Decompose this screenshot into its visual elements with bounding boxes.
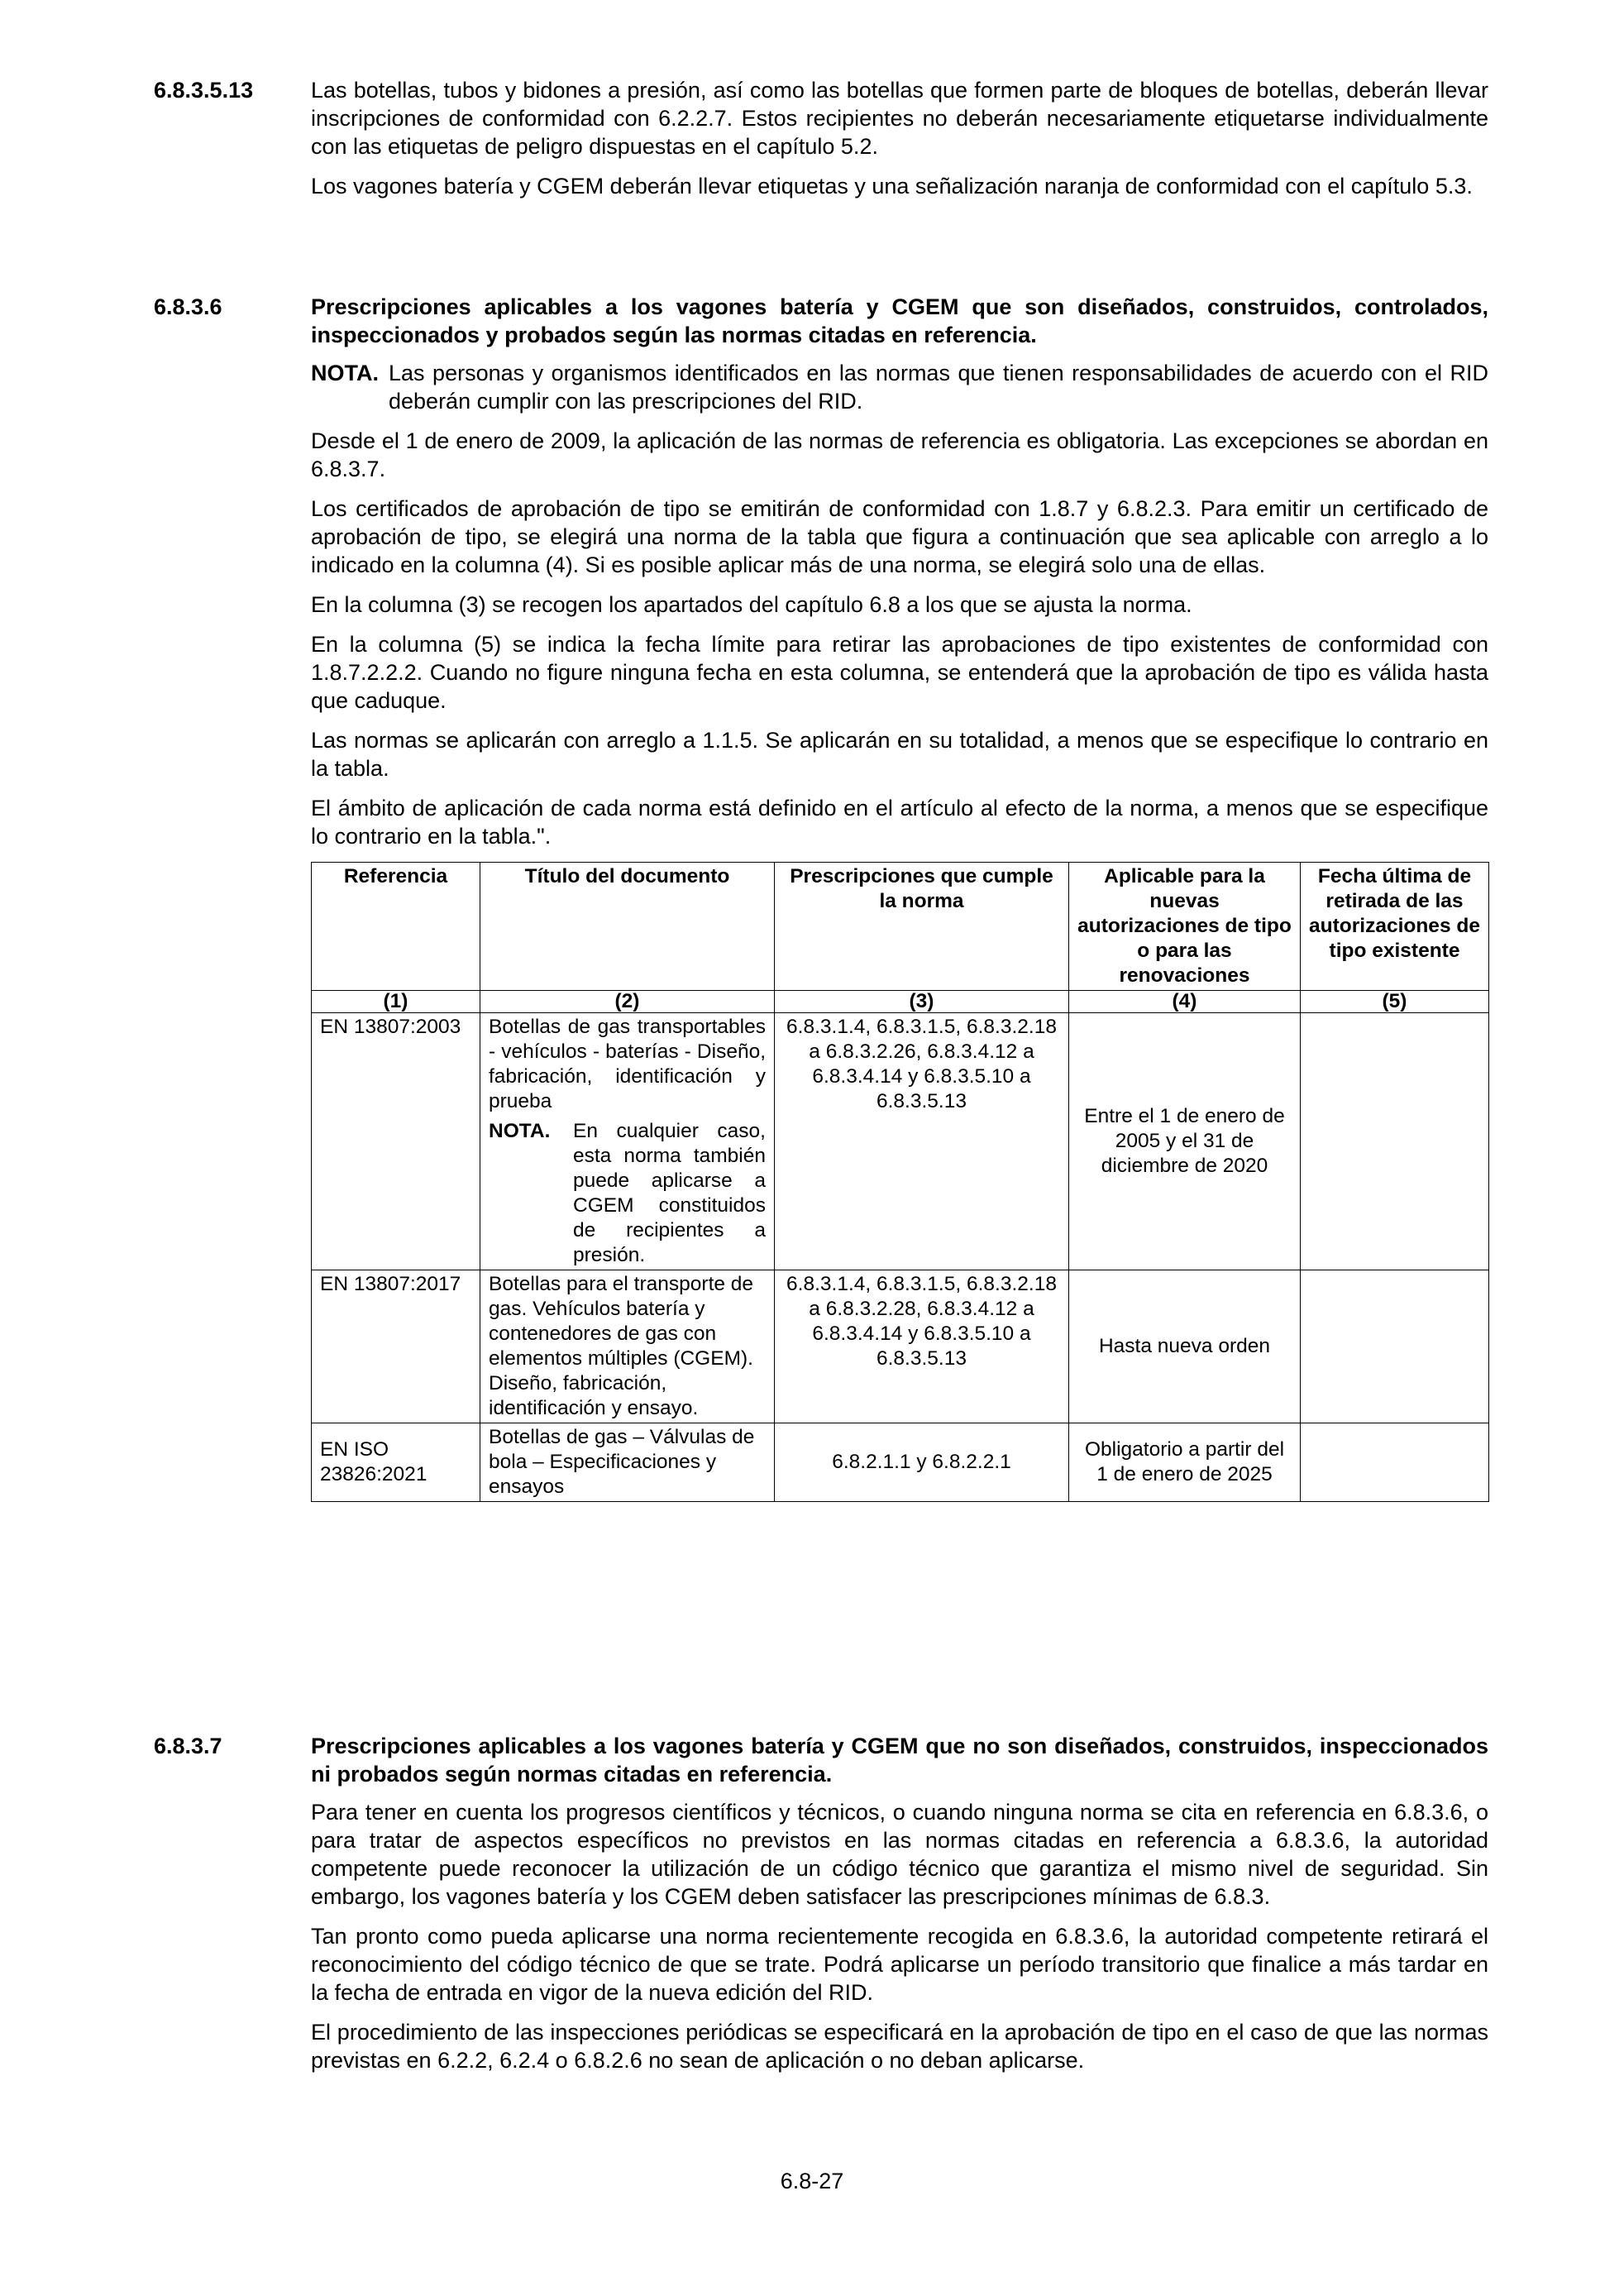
header-titulo: Título del documento	[480, 863, 775, 991]
section-number: 6.8.3.6	[154, 294, 222, 319]
cell-titulo	[480, 1013, 775, 1270]
section-number: 6.8.3.5.13	[154, 78, 254, 103]
cell-aplicable: Hasta nueva orden	[1069, 1270, 1301, 1423]
table-row	[312, 1013, 1489, 1270]
paragraph: El procedimiento de las inspecciones periódicas se especificará en la aprobación de tipo en el caso de que las normas previstas en 6.2.2, 6.2.4 o 6.8.2.6 no sean de aplicación o no deban aplicarse.	[311, 2020, 1488, 2073]
cell-fecha	[1301, 1013, 1489, 1270]
header-fecha: Fecha última de retirada de las autorizaciones de tipo existente	[1301, 863, 1489, 991]
paragraph: En la columna (3) se recogen los apartados del capítulo 6.8 a los que se ajusta la norma.	[311, 592, 1192, 617]
standards-table	[311, 862, 1489, 1502]
paragraph: Los vagones batería y CGEM deberán llevar etiquetas y una señalización naranja de conformidad con el capítulo 5.3.	[311, 174, 1473, 199]
section-heading: Prescripciones aplicables a los vagones batería y CGEM que son diseñados, construidos, controlados, inspeccionados y probados según las normas citadas en referencia.	[311, 294, 1488, 347]
table-header-row	[312, 863, 1489, 991]
section-6-8-3-5-13	[154, 76, 1488, 212]
cell-aplicable: Obligatorio a partir del 1 de enero de 2025	[1069, 1423, 1301, 1502]
col-number: (3)	[775, 991, 1069, 1013]
cell-titulo-text: Botellas de gas transportables - vehículos - baterías - Diseño, fabricación, identificación y prueba	[489, 1016, 766, 1112]
cell-fecha	[1301, 1270, 1489, 1423]
cell-referencia: EN ISO 23826:2021	[312, 1423, 480, 1502]
page-number: 6.8-27	[780, 2169, 844, 2193]
section-number: 6.8.3.7	[154, 1734, 222, 1758]
cell-referencia: EN 13807:2017	[312, 1270, 480, 1423]
table-row	[312, 1270, 1489, 1423]
cell-prescripciones: 6.8.3.1.4, 6.8.3.1.5, 6.8.3.2.18 a 6.8.3.2.28, 6.8.3.4.12 a 6.8.3.4.14 y 6.8.3.5.10 a 6.8.3.5.13	[775, 1270, 1069, 1423]
cell-note	[489, 1119, 766, 1268]
header-referencia: Referencia	[312, 863, 480, 991]
header-aplicable: Aplicable para la nuevas autorizaciones de tipo o para las renovaciones	[1069, 863, 1301, 991]
table-column-numbers	[312, 991, 1489, 1013]
col-number: (4)	[1069, 991, 1301, 1013]
col-number: (5)	[1301, 991, 1489, 1013]
cell-titulo: Botellas para el transporte de gas. Vehículos batería y contenedores de gas con elementos múltiples (CGEM). Diseño, fabricación, identificación y ensayo.	[480, 1270, 775, 1423]
note-label: NOTA.	[311, 361, 379, 385]
header-prescripciones: Prescripciones que cumple la norma	[775, 863, 1069, 991]
section-6-8-3-6	[154, 293, 1488, 1502]
cell-referencia: EN 13807:2003	[312, 1013, 480, 1270]
note	[311, 359, 1488, 415]
cell-note-label: NOTA.	[489, 1120, 551, 1142]
cell-fecha	[1301, 1423, 1489, 1502]
note-text: Las personas y organismos identificados en las normas que tienen responsabilidades de acuerdo con el RID deberán cumplir con las prescripciones del RID.	[389, 361, 1488, 414]
paragraph: Tan pronto como pueda aplicarse una norma recientemente recogida en 6.8.3.6, la autoridad competente retirará el reconocimiento del código técnico de que se trate. Podrá aplicarse un período transitorio que finalice a más tardar en la fecha de entrada en vigor de la nueva edición del RID.	[311, 1924, 1488, 2005]
table-row	[312, 1423, 1489, 1502]
cell-note-text: En cualquier caso, esta norma también puede aplicarse a CGEM constituidos de recipientes a presión.	[573, 1120, 766, 1266]
paragraph: Las botellas, tubos y bidones a presión, así como las botellas que formen parte de bloques de botellas, deberán llevar inscripciones de conformidad con 6.2.2.7. Estos recipientes no deberán necesariamente etiquetarse individualmente con las etiquetas de peligro dispuestas en el capítulo 5.2.	[311, 78, 1488, 159]
paragraph: En la columna (5) se indica la fecha límite para retirar las aprobaciones de tipo existentes de conformidad con 1.8.7.2.2.2. Cuando no figure ninguna fecha en esta columna, se entenderá que la aprobación de tipo es válida hasta que caduque.	[311, 632, 1488, 713]
col-number: (1)	[312, 991, 480, 1013]
paragraph: El ámbito de aplicación de cada norma está definido en el artículo al efecto de la norma, a menos que se especifique lo contrario en la tabla.".	[311, 796, 1488, 849]
col-number: (2)	[480, 991, 775, 1013]
cell-aplicable: Entre el 1 de enero de 2005 y el 31 de diciembre de 2020	[1069, 1013, 1301, 1270]
paragraph: Para tener en cuenta los progresos científicos y técnicos, o cuando ninguna norma se cita en referencia en 6.8.3.6, o para tratar de aspectos específicos no previstos en las normas citadas en referencia a 6.8.3.6, la autoridad competente puede reconocer la utilización de un código técnico que garantiza el mismo nivel de seguridad. Sin embargo, los vagones batería y los CGEM deben satisfacer las prescripciones mínimas de 6.8.3.	[311, 1800, 1488, 1909]
cell-prescripciones: 6.8.2.1.1 y 6.8.2.2.1	[775, 1423, 1069, 1502]
paragraph: Las normas se aplicarán con arreglo a 1.1.5. Se aplicarán en su totalidad, a menos que se especifique lo contrario en la tabla.	[311, 728, 1488, 781]
cell-prescripciones: 6.8.3.1.4, 6.8.3.1.5, 6.8.3.2.18 a 6.8.3.2.26, 6.8.3.4.12 a 6.8.3.4.14 y 6.8.3.5.10 a 6.8.3.5.13	[775, 1013, 1069, 1270]
section-6-8-3-7	[154, 1732, 1488, 2086]
cell-titulo: Botellas de gas – Válvulas de bola – Especificaciones y ensayos	[480, 1423, 775, 1502]
paragraph: Desde el 1 de enero de 2009, la aplicación de las normas de referencia es obligatoria. Las excepciones se abordan en 6.8.3.7.	[311, 428, 1488, 481]
paragraph: Los certificados de aprobación de tipo se emitirán de conformidad con 1.8.7 y 6.8.2.3. Para emitir un certificado de aprobación de tipo, se elegirá una norma de la tabla que figura a continuación que sea aplicable con arreglo a lo indicado en la columna (4). Si es posible aplicar más de una norma, se elegirá solo una de ellas.	[311, 496, 1488, 577]
section-heading: Prescripciones aplicables a los vagones batería y CGEM que no son diseñados, construidos, inspeccionados ni probados según normas citadas en referencia.	[311, 1734, 1488, 1787]
